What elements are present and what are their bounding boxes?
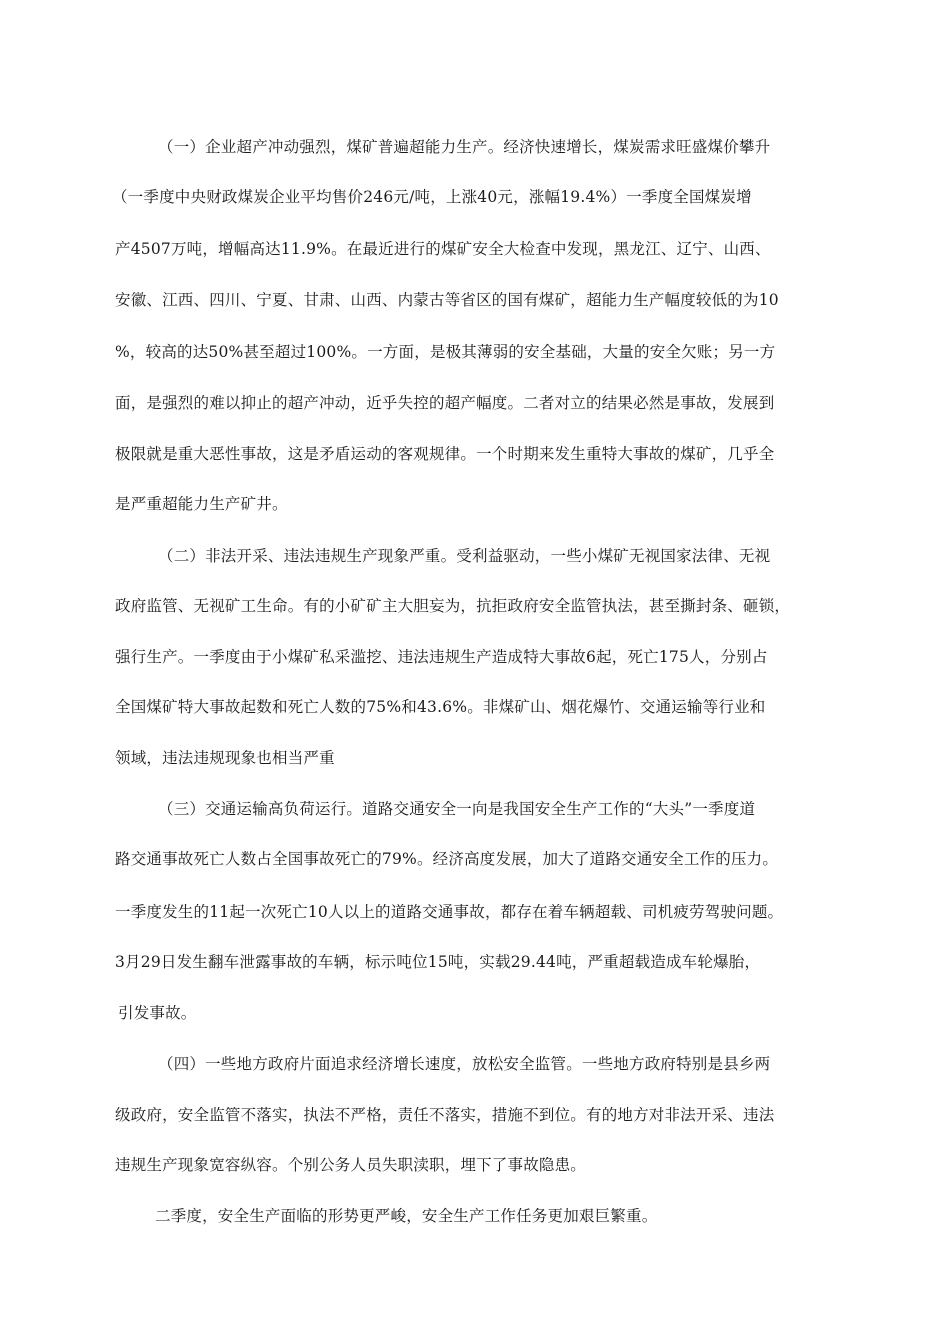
paragraph-line: 政府监管、无视矿工生命。有的小矿矿主大胆妄为，抗拒政府安全监管执法，甚至撕封条、砸锁， [115, 597, 791, 615]
paragraph-line: （二）非法开采、违法违规生产现象严重。受利益驱动，一些小煤矿无视国家法律、无视 [158, 547, 771, 565]
paragraph-line: 是严重超能力生产矿井。 [115, 495, 288, 513]
paragraph-line: 级政府，安全监管不落实，执法不严格，责任不落实，措施不到位。有的地方对非法开采、违法 [115, 1106, 775, 1124]
paragraph-line: 路交通事故死亡人数占全国事故死亡的79%。经济高度发展，加大了道路交通安全工作的压力。 [115, 850, 779, 868]
paragraph-line: （三）交通运输高负荷运行。道路交通安全一向是我国安全生产工作的“大头”一季度道 [158, 800, 756, 818]
paragraph-line: 一季度发生的11起一次死亡10人以上的道路交通事故，都存在着车辆超载、司机疲劳驾驶问题。 [115, 903, 784, 921]
paragraph-line: （一）企业超产冲动强烈，煤矿普遍超能力生产。经济快速增长，煤炭需求旺盛煤价攀升 [158, 138, 771, 156]
paragraph-line: 违规生产现象宽容纵容。个别公务人员失职渎职，埋下了事故隐患。 [115, 1156, 587, 1174]
paragraph-line: 全国煤矿特大事故起数和死亡人数的75%和43.6%。非煤矿山、烟花爆竹、交通运输等行业和 [115, 698, 766, 716]
paragraph-line: 3月29日发生翻车泄露事故的车辆，标示吨位15吨，实载29.44吨，严重超载造成车轮爆胎， [115, 953, 761, 971]
paragraph-line: （四）一些地方政府片面追求经济增长速度，放松安全监管。一些地方政府特别是县乡两 [158, 1055, 771, 1073]
paragraph-line: 领域，违法违规现象也相当严重 [115, 749, 335, 767]
paragraph-line: （一季度中央财政煤炭企业平均售价246元/吨，上涨40元，涨幅19.4%）一季度全国煤炭增 [112, 188, 752, 206]
paragraph-line: 产4507万吨，增幅高达11.9%。在最近进行的煤矿安全大检查中发现，黑龙江、辽宁、山西、 [115, 240, 771, 258]
paragraph-line: 二季度，安全生产面临的形势更严峻，安全生产工作任务更加艰巨繁重。 [155, 1207, 658, 1225]
paragraph-line: 极限就是重大恶性事故，这是矛盾运动的客观规律。一个时期来发生重特大事故的煤矿，几乎全 [115, 445, 775, 463]
paragraph-line: 强行生产。一季度由于小煤矿私采滥挖、违法违规生产造成特大事故6起，死亡175人，分别占 [115, 648, 768, 666]
paragraph-line: 引发事故。 [118, 1004, 197, 1022]
paragraph-line: 安徽、江西、四川、宁夏、甘肃、山西、内蒙古等省区的国有煤矿，超能力生产幅度较低的为10 [115, 291, 779, 309]
paragraph-line: 面，是强烈的难以抑止的超产冲动，近乎失控的超产幅度。二者对立的结果必然是事故，发展到 [115, 394, 775, 412]
paragraph-line: %，较高的达50%甚至超过100%。一方面，是极其薄弱的安全基础，大量的安全欠账；另一方 [115, 343, 776, 361]
